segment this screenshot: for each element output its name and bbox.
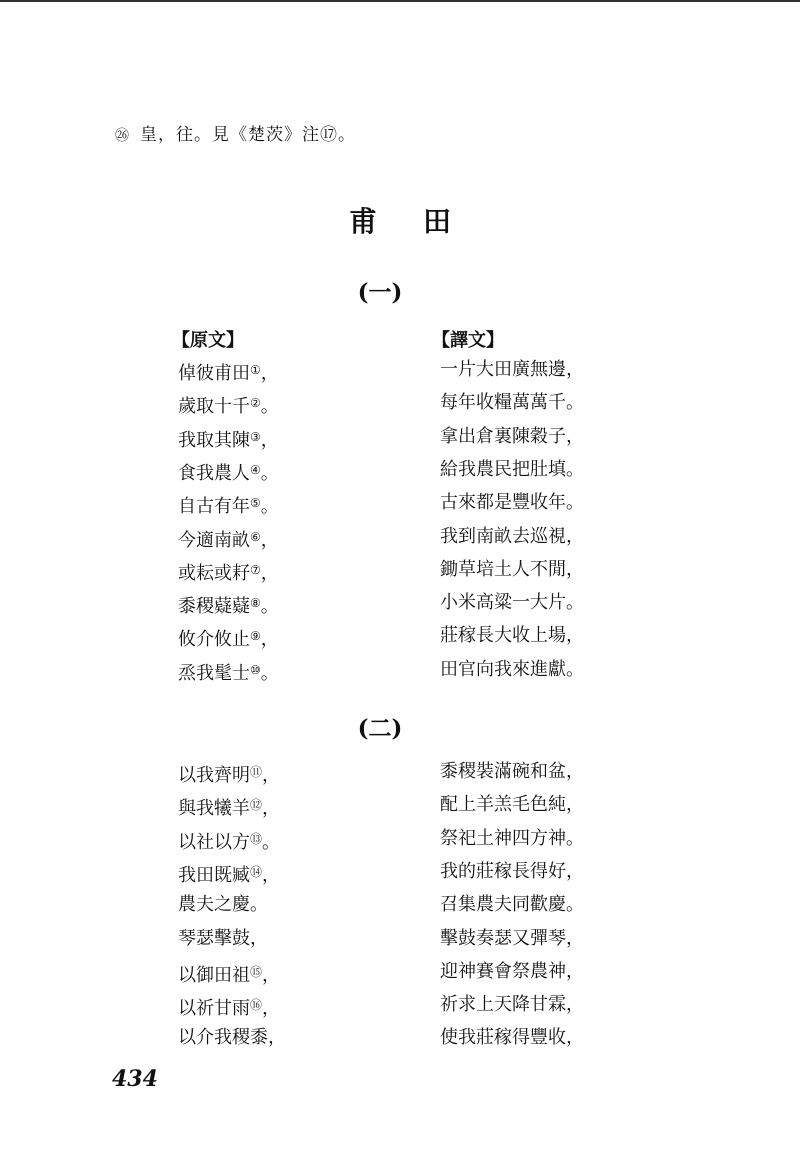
note-marker: ⑭ bbox=[250, 864, 263, 879]
translation-line: 小米高粱一大片。 bbox=[440, 592, 584, 614]
note-marker: ⑯ bbox=[250, 998, 263, 1013]
original-line-text: 與我犧羊 bbox=[178, 798, 250, 820]
translation-line: 古來都是豐收年。 bbox=[440, 492, 584, 514]
translation-line: 給我農民把肚填。 bbox=[440, 458, 584, 480]
punctuation: ， bbox=[260, 562, 279, 584]
translation-line: 迎神賽會祭農神， bbox=[440, 960, 584, 982]
footnote-text: 皇，往。見《楚茨》注⑰。 bbox=[140, 125, 356, 145]
punctuation: ， bbox=[262, 964, 281, 986]
punctuation: 。 bbox=[260, 596, 279, 618]
original-line bbox=[178, 425, 279, 453]
original-line-text: 以我齊明 bbox=[178, 765, 250, 786]
translation-line: 鋤草培土人不閒， bbox=[440, 558, 584, 580]
punctuation: 。 bbox=[262, 831, 281, 853]
translation-line: 莊稼長大收上場， bbox=[440, 625, 584, 647]
note-marker: ⑨ bbox=[250, 629, 261, 644]
original-line bbox=[178, 827, 280, 855]
note-marker: ⑪ bbox=[250, 765, 263, 779]
stanza-2-heading: (二) bbox=[357, 715, 403, 742]
original-line bbox=[178, 358, 279, 386]
original-line bbox=[178, 960, 280, 988]
original-line-text: 今適南畝 bbox=[178, 529, 250, 551]
original-line bbox=[178, 491, 279, 519]
note-marker: ⑤ bbox=[250, 496, 261, 511]
translation-line: 拿出倉裏陳穀子， bbox=[440, 425, 584, 447]
original-line bbox=[178, 893, 268, 917]
translation-line: 我到南畝去巡視， bbox=[440, 525, 584, 547]
note-marker: ⑩ bbox=[250, 662, 261, 677]
note-marker: ⑬ bbox=[250, 831, 263, 846]
original-line-text: 以祈甘雨 bbox=[178, 998, 250, 1020]
original-line-text: 或耘或耔 bbox=[178, 562, 250, 584]
original-line bbox=[178, 760, 280, 788]
original-text-header: 【原文】 bbox=[172, 330, 244, 351]
punctuation: ， bbox=[262, 765, 281, 786]
punctuation: 。 bbox=[260, 462, 279, 484]
translation-line: 田官向我來進獻。 bbox=[440, 658, 584, 680]
note-marker: ⑥ bbox=[250, 529, 261, 544]
punctuation: ， bbox=[260, 529, 279, 551]
punctuation: 。 bbox=[260, 662, 279, 684]
punctuation: ， bbox=[260, 363, 279, 384]
original-line bbox=[178, 927, 268, 951]
translation-line: 一片大田廣無邊， bbox=[440, 359, 584, 380]
note-marker: ⑫ bbox=[250, 798, 263, 813]
original-line-text: 我取其陳 bbox=[178, 429, 250, 451]
translation-line: 每年收糧萬萬千。 bbox=[440, 392, 584, 414]
translation-header: 【譯文】 bbox=[432, 330, 504, 351]
original-line-text: 歲取十千 bbox=[178, 396, 250, 418]
original-line-text: 我田既臧 bbox=[178, 864, 250, 886]
original-line bbox=[178, 658, 279, 686]
stanza-1-heading: (一) bbox=[357, 279, 403, 306]
punctuation: 。 bbox=[260, 496, 279, 518]
original-line bbox=[178, 458, 279, 486]
original-line-text: 食我農人 bbox=[178, 462, 250, 484]
original-line-text: 黍稷薿薿 bbox=[178, 596, 250, 618]
original-line bbox=[178, 860, 280, 888]
original-line-text: 烝我髦士 bbox=[178, 662, 250, 684]
translation-line: 祭祀土神四方神。 bbox=[440, 827, 584, 849]
translation-line: 祈求上天降甘霖， bbox=[440, 994, 584, 1016]
punctuation: ， bbox=[260, 429, 279, 451]
translation-line: 召集農夫同歡慶。 bbox=[440, 894, 584, 916]
translation-line: 擊鼓奏瑟又彈琴， bbox=[440, 927, 584, 949]
original-line bbox=[178, 1026, 286, 1050]
original-line-text: 以社以方 bbox=[178, 831, 250, 853]
footnote-26 bbox=[115, 120, 356, 145]
original-line-text: 攸介攸止 bbox=[178, 629, 250, 651]
original-line-text: 農夫之慶 bbox=[178, 894, 250, 916]
original-line bbox=[178, 993, 280, 1021]
note-marker: ⑦ bbox=[250, 562, 261, 577]
punctuation: ， bbox=[268, 1027, 286, 1049]
note-marker: ② bbox=[250, 396, 261, 411]
punctuation: ， bbox=[262, 864, 281, 886]
punctuation: ， bbox=[260, 629, 279, 651]
original-line bbox=[178, 525, 279, 553]
punctuation: ， bbox=[250, 927, 268, 949]
original-line-text: 以御田祖 bbox=[178, 964, 250, 986]
punctuation: 。 bbox=[260, 396, 279, 418]
punctuation: ， bbox=[262, 998, 281, 1020]
original-line-text: 以介我稷黍 bbox=[178, 1027, 268, 1049]
original-line-text: 倬彼甫田 bbox=[178, 363, 250, 384]
punctuation: 。 bbox=[250, 894, 268, 916]
page-number: 434 bbox=[112, 1066, 158, 1092]
top-border-rule bbox=[0, 0, 800, 2]
note-marker: ⑮ bbox=[250, 964, 263, 979]
translation-line: 使我莊稼得豐收， bbox=[440, 1027, 584, 1049]
note-marker: ⑧ bbox=[250, 596, 261, 611]
original-line bbox=[178, 391, 279, 419]
translation-line: 黍稷裝滿碗和盆， bbox=[440, 761, 584, 782]
translation-line: 我的莊稼長得好， bbox=[440, 860, 584, 882]
punctuation: ， bbox=[262, 798, 281, 820]
original-line-text: 自古有年 bbox=[178, 496, 250, 518]
note-marker: ③ bbox=[250, 429, 261, 444]
original-line-text: 琴瑟擊鼓 bbox=[178, 927, 250, 949]
original-line bbox=[178, 793, 280, 821]
translation-line: 配上羊羔毛色純， bbox=[440, 794, 584, 816]
poem-title: 甫田 bbox=[348, 205, 497, 238]
note-marker: ④ bbox=[250, 462, 261, 477]
original-line bbox=[178, 591, 279, 619]
original-line bbox=[178, 624, 279, 652]
footnote-number: ㉖ bbox=[115, 128, 130, 144]
original-line bbox=[178, 558, 279, 586]
note-marker: ① bbox=[250, 363, 261, 377]
